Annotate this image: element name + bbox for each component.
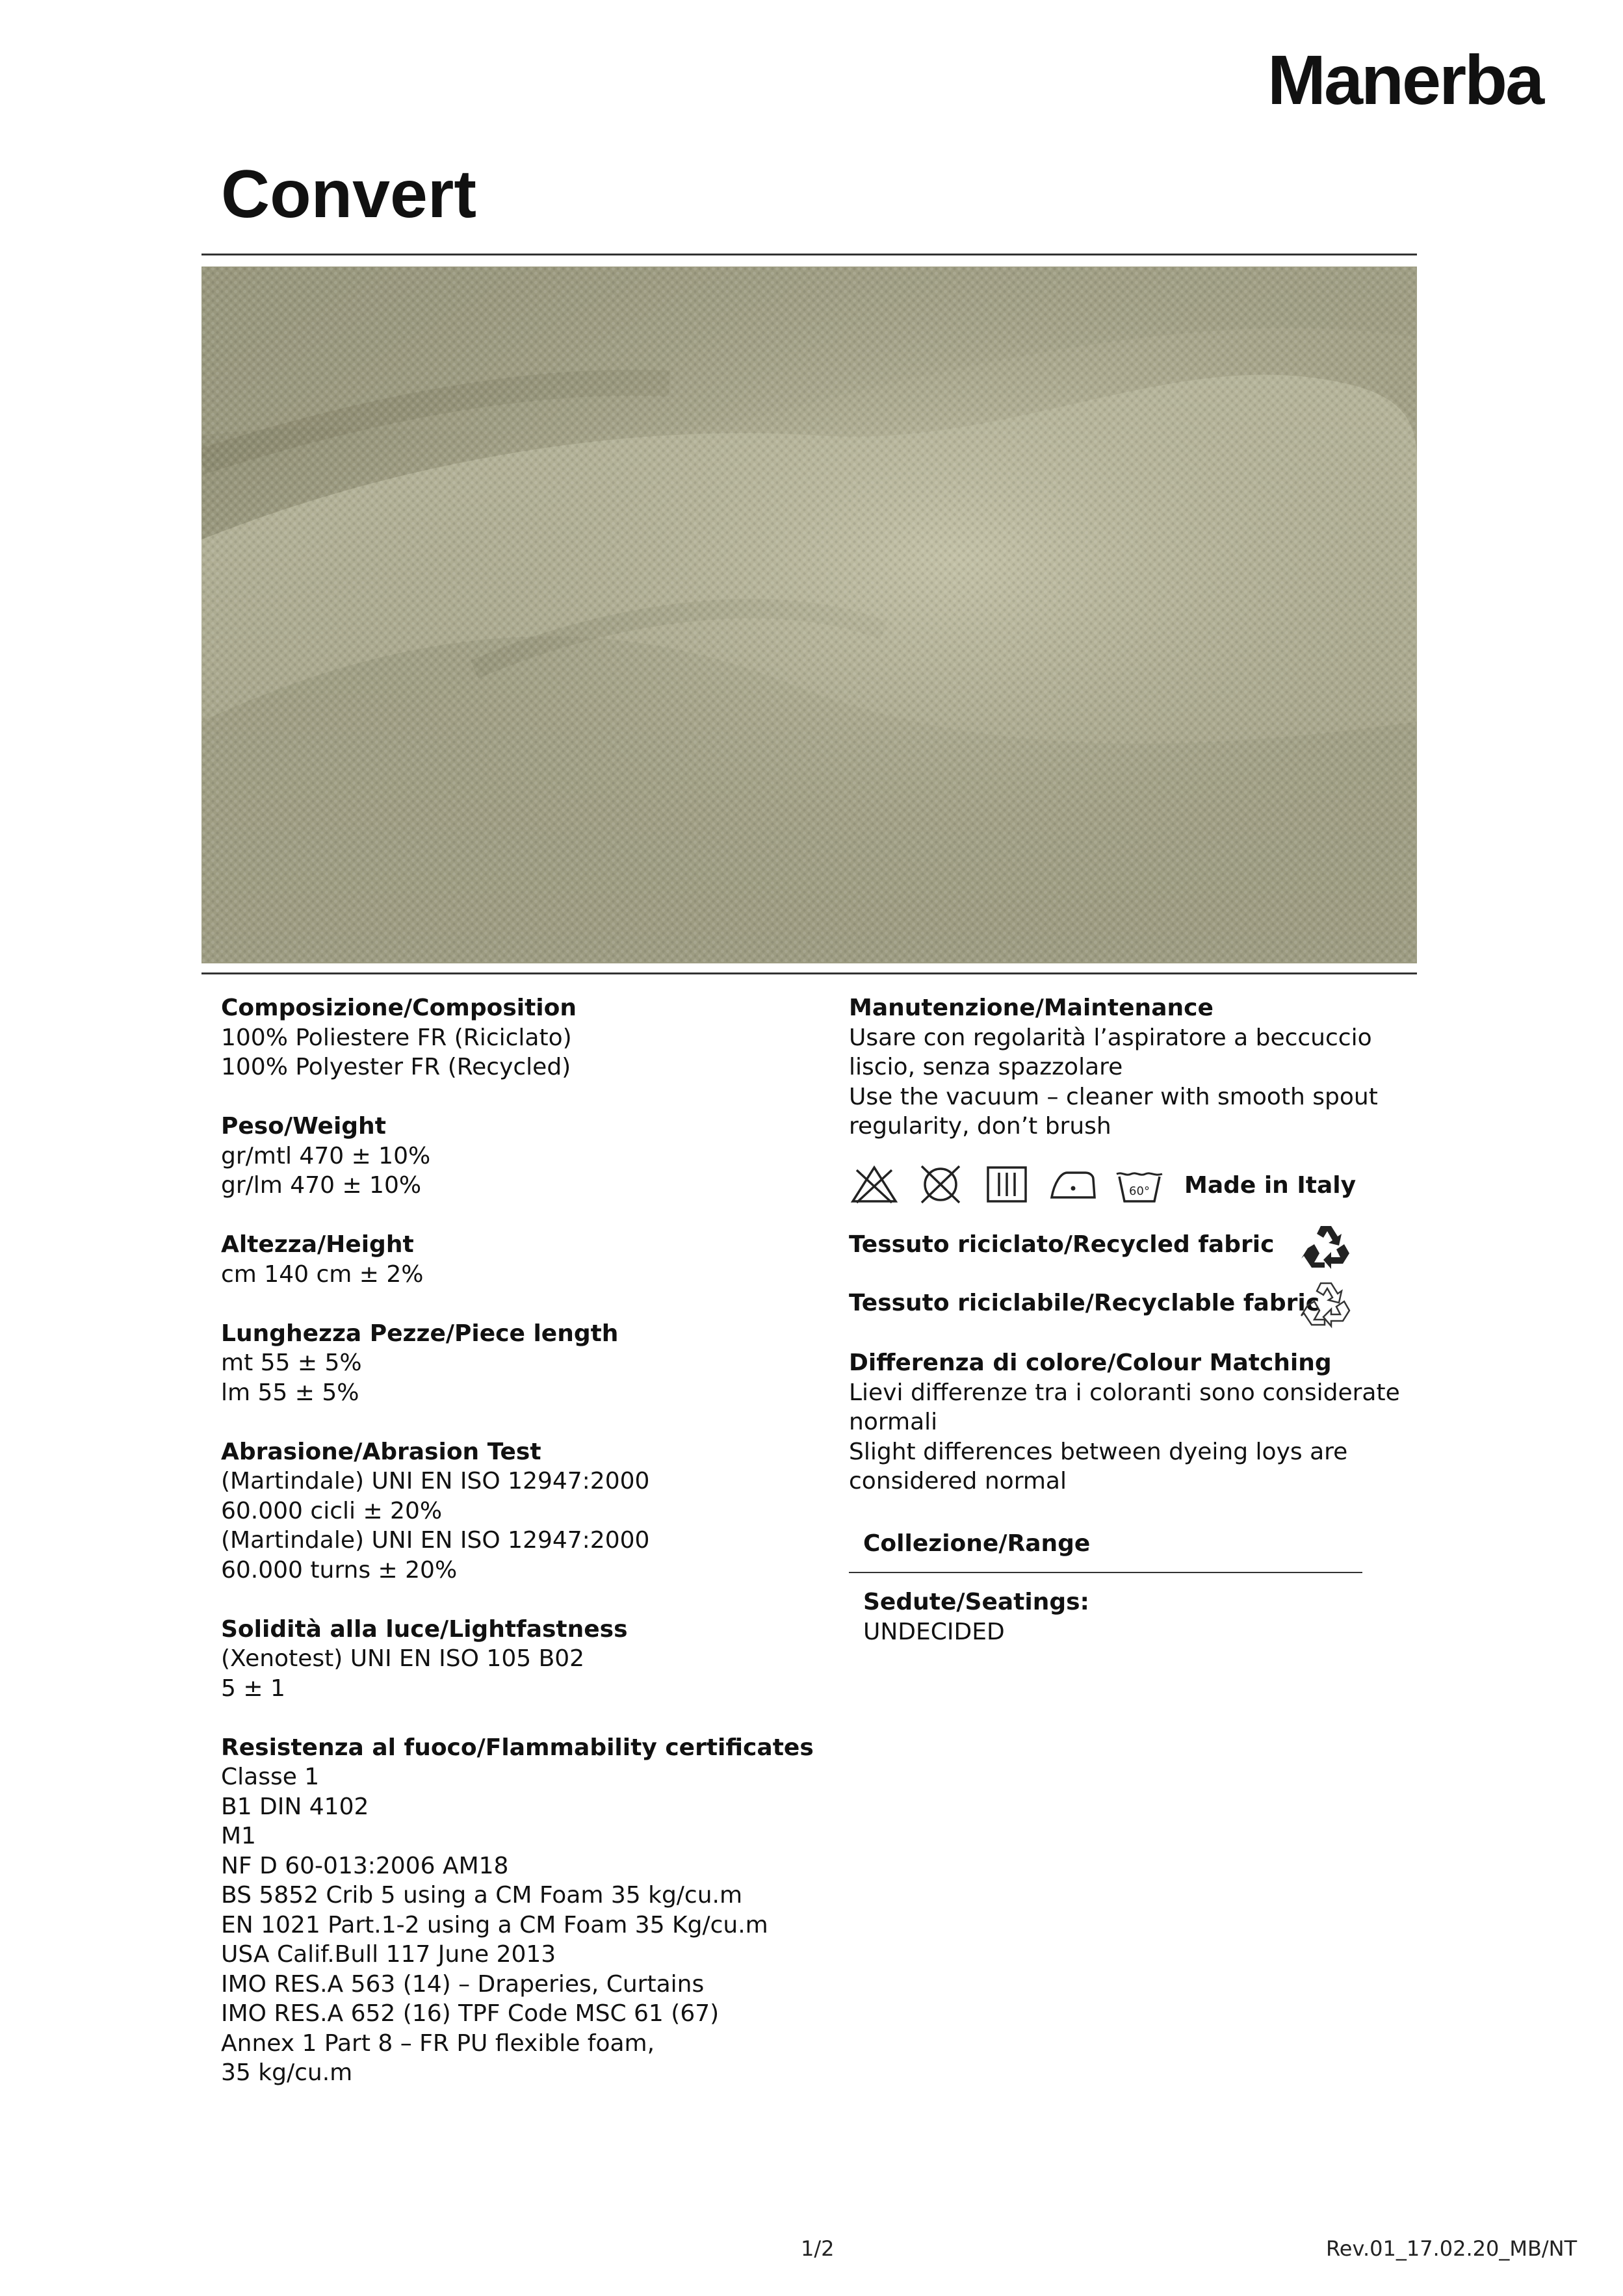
spec-line: gr/mtl 470 ± 10% <box>221 1142 431 1169</box>
spec-heading: Solidità alla luce/Lightfastness <box>221 1615 628 1643</box>
spec-line: Annex 1 Part 8 – FR PU flexible foam, <box>221 2029 655 2057</box>
colour-matching-section <box>849 1348 1400 1496</box>
made-in-label: Made in Italy <box>1184 1172 1357 1199</box>
colour-line: Slight differences between dyeing loys are <box>849 1438 1348 1465</box>
spec-line: M1 <box>221 1823 256 1849</box>
spec-line: 35 kg/cu.m <box>221 2059 353 2086</box>
spec-line: IMO RES.A 563 (14) – Draperies, Curtains <box>221 1970 705 1998</box>
spec-composition <box>221 993 814 1082</box>
spec-line: (Xenotest) UNI EN ISO 105 B02 <box>221 1645 585 1672</box>
spec-line: BS 5852 Crib 5 using a CM Foam 35 kg/cu.m <box>221 1882 743 1909</box>
spec-weight <box>221 1112 814 1201</box>
maintenance-line: Usare con regolarità l’aspiratore a beccuccio <box>849 1024 1372 1051</box>
spec-line: 100% Polyester FR (Recycled) <box>221 1054 571 1080</box>
spec-heading: Lunghezza Pezze/Piece length <box>221 1320 619 1347</box>
wash-60-icon <box>1114 1164 1165 1205</box>
spec-flammability <box>221 1733 814 2088</box>
spec-line: IMO RES.A 652 (16) TPF Code MSC 61 (67) <box>221 2000 720 2027</box>
spec-heading: Resistenza al fuoco/Flammability certificates <box>221 1734 814 1761</box>
range-divider <box>849 1572 1362 1573</box>
spec-line: mt 55 ± 5% <box>221 1350 362 1376</box>
fabric-photo <box>201 267 1417 963</box>
maintenance-line: Use the vacuum – cleaner with smooth spout <box>849 1083 1378 1110</box>
specs-column <box>221 993 814 2117</box>
spec-line: (Martindale) UNI EN ISO 12947:2000 <box>221 1468 650 1494</box>
spec-line: 60.000 turns ± 20% <box>221 1556 458 1584</box>
maintenance-section <box>849 993 1378 1141</box>
seatings-value: UNDECIDED <box>863 1618 1005 1645</box>
colour-line: normali <box>849 1409 938 1435</box>
spec-heading: Altezza/Height <box>221 1231 414 1258</box>
brand-logo: Manerba <box>1267 40 1543 119</box>
colour-line: considered normal <box>849 1468 1067 1494</box>
revision-code: Rev.01_17.02.20_MB/NT <box>1326 2236 1578 2261</box>
range-heading: Collezione/Range <box>863 1530 1091 1557</box>
recyclable-label: Tessuto riciclabile/Recyclable fabric <box>849 1290 1320 1316</box>
product-title: Convert <box>221 157 476 232</box>
range-section <box>863 1529 1090 1559</box>
spec-line: USA Calif.Bull 117 June 2013 <box>221 1941 556 1968</box>
spec-abrasion <box>221 1437 814 1585</box>
page-number: 1/2 <box>801 2236 835 2261</box>
no-tumble-dry-icon <box>915 1164 966 1205</box>
spec-line: NF D 60-013:2006 AM18 <box>221 1852 509 1879</box>
recycled-label: Tessuto riciclato/Recycled fabric <box>849 1231 1275 1258</box>
no-bleach-icon <box>849 1164 900 1205</box>
spec-heading: Composizione/Composition <box>221 995 577 1021</box>
seatings-section <box>863 1587 1089 1647</box>
spec-line: EN 1021 Part.1-2 using a CM Foam 35 Kg/cu.m <box>221 1911 768 1938</box>
spec-line: Classe 1 <box>221 1764 320 1790</box>
colour-line: Lievi differenze tra i coloranti sono considerate <box>849 1379 1400 1406</box>
seatings-heading: Sedute/Seatings: <box>863 1589 1089 1615</box>
spec-lightfastness <box>221 1615 814 1704</box>
spec-line: 60.000 cicli ± 20% <box>221 1497 443 1524</box>
spec-line: 100% Poliestere FR (Riciclato) <box>221 1024 572 1051</box>
spec-piece-length <box>221 1319 814 1408</box>
spec-line: cm 140 cm ± 2% <box>221 1260 424 1288</box>
colour-heading: Differenza di colore/Colour Matching <box>849 1350 1332 1376</box>
spec-line: B1 DIN 4102 <box>221 1793 369 1820</box>
photo-bottom-divider <box>201 972 1417 974</box>
spec-line: gr/lm 470 ± 10% <box>221 1172 422 1199</box>
spec-height <box>221 1230 814 1289</box>
dry-flat-icon <box>981 1164 1032 1205</box>
maintenance-heading: Manutenzione/Maintenance <box>849 995 1214 1021</box>
iron-icon <box>1048 1164 1098 1205</box>
maintenance-line: liscio, senza spazzolare <box>849 1054 1123 1080</box>
spec-line: 5 ± 1 <box>221 1675 285 1702</box>
recyclable-icon <box>1300 1279 1352 1331</box>
spec-line: (Martindale) UNI EN ISO 12947:2000 <box>221 1527 650 1554</box>
spec-heading: Peso/Weight <box>221 1113 386 1140</box>
maintenance-line: regularity, don’t brush <box>849 1113 1111 1140</box>
wash-temperature: 60° <box>1129 1184 1150 1198</box>
top-divider <box>201 254 1417 255</box>
spec-line: lm 55 ± 5% <box>221 1379 359 1406</box>
care-symbols <box>849 1164 1180 1205</box>
recycle-icon <box>1300 1222 1352 1274</box>
spec-heading: Abrasione/Abrasion Test <box>221 1438 541 1465</box>
